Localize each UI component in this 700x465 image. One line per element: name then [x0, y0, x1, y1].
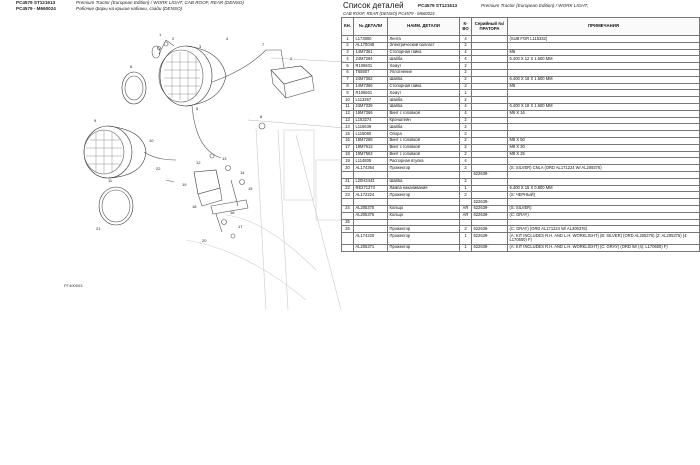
cell-part-number: T65807 [354, 69, 388, 76]
cell-part-number: AL205371 [354, 244, 388, 251]
cell-part-name: Шайба [388, 56, 460, 63]
cell-notes [508, 90, 700, 97]
cell-part-number: 19M7613 [354, 144, 388, 151]
svg-text:22: 22 [156, 166, 161, 171]
cell-part-name: Шайба [388, 76, 460, 83]
cell-quantity: 1 [460, 90, 472, 97]
cell-part-name: Распорная втулка [388, 158, 460, 165]
cell-quantity: 4 [460, 158, 472, 165]
cell-notes [508, 158, 700, 165]
cell-part-name: Стопорная гайка [388, 49, 460, 56]
cell-key: 19 [342, 158, 354, 165]
cell-serial [472, 158, 508, 165]
cell-key: 9 [342, 90, 354, 97]
table-row [342, 76, 700, 83]
cell-quantity: 2 [460, 137, 472, 144]
cell-notes: M6 X 16 [508, 110, 700, 117]
svg-text:14: 14 [240, 170, 245, 175]
cell-notes: (C: GRAY) (ORD AL171224 W/ AL205376) [508, 226, 700, 233]
table-row [342, 151, 700, 158]
cell-key: 7 [342, 76, 354, 83]
cell-serial [472, 131, 508, 138]
cell-quantity: 4 [460, 36, 472, 43]
header-code-1: PC4579 ST121613 [16, 0, 56, 5]
svg-text:6: 6 [130, 64, 133, 69]
cell-part-name: Прожектор [388, 233, 460, 245]
cell-key: 14 [342, 124, 354, 131]
cell-part-name: Прожектор [388, 165, 460, 172]
col-part-name: НАИМ. ДЕТАЛИ [388, 18, 460, 36]
table-row [342, 56, 700, 63]
cell-notes: (C: GRAY) [508, 212, 700, 219]
cell-part-name: Шайба [388, 124, 460, 131]
cell-notes [508, 171, 700, 178]
cell-quantity: 2 [460, 165, 472, 172]
cell-part-number: 19M7366 [354, 110, 388, 117]
cell-key: 6 [342, 69, 354, 76]
cell-notes: (A: KIT INCLUDES R.H. AND L.H. WORKLIGHT) (B: SILVER) (ORD AL205376) (Z: AL205375) (4: L170600) F) [508, 233, 700, 245]
cell-quantity [460, 219, 472, 226]
cell-part-name: Стопорная гайка [388, 83, 460, 90]
cell-serial [472, 124, 508, 131]
cell-quantity: 2 [460, 192, 472, 199]
cell-key: 8 [342, 83, 354, 90]
cell-serial: 622639- [472, 171, 508, 178]
cell-serial [472, 192, 508, 199]
table-row [342, 49, 700, 56]
svg-text:8: 8 [260, 114, 263, 119]
cell-notes: M8 X 50 [508, 137, 700, 144]
cell-serial [472, 137, 508, 144]
svg-text:9: 9 [94, 118, 97, 123]
cell-serial [472, 83, 508, 90]
cell-notes [508, 124, 700, 131]
svg-text:4: 4 [226, 36, 229, 41]
table-row [342, 165, 700, 172]
svg-text:18: 18 [192, 204, 197, 209]
cell-serial [472, 49, 508, 56]
cell-quantity: AR [460, 212, 472, 219]
cell-serial [472, 56, 508, 63]
cell-part-name: Прожектор [388, 244, 460, 251]
cell-serial [472, 97, 508, 104]
cell-part-number [354, 226, 388, 233]
cell-serial [472, 103, 508, 110]
svg-text:1: 1 [159, 32, 162, 37]
cell-part-number: 24M7339 [354, 103, 388, 110]
cell-quantity: 1 [460, 233, 472, 245]
cell-part-number: L20H3443 [354, 178, 388, 185]
cell-quantity: 1 [460, 244, 472, 251]
cell-part-name: Шайба [388, 97, 460, 104]
cell-notes: (SUB FOR L115332) [508, 36, 700, 43]
cell-quantity: 2 [460, 117, 472, 124]
cell-part-name [388, 171, 460, 178]
cell-quantity: 2 [460, 226, 472, 233]
cell-part-number: 19M7268 [354, 137, 388, 144]
table-row [342, 137, 700, 144]
cell-part-name: Опора [388, 131, 460, 138]
cell-notes: 6.400 X 15 X 0.800 ММ [508, 185, 700, 192]
cell-notes: M8 [508, 83, 700, 90]
header-description: Premium Tractor (European Edition) / WORK LIGHT, [481, 3, 589, 8]
cell-key: 11 [342, 103, 354, 110]
cell-part-number: AL205376 [354, 212, 388, 219]
cell-part-name: Уплотнение [388, 69, 460, 76]
cell-notes [508, 63, 700, 70]
cell-key: 3 [342, 49, 354, 56]
cell-part-name: Кронштейн [388, 117, 460, 124]
cell-part-number: R106601 [354, 90, 388, 97]
cell-part-name: Кольцо [388, 205, 460, 212]
table-row [342, 124, 700, 131]
cell-notes [508, 69, 700, 76]
figure-id: PT400003 [64, 283, 83, 288]
cell-part-name: Хомут [388, 90, 460, 97]
cell-quantity: 2 [460, 151, 472, 158]
cell-part-number: L114805 [354, 158, 388, 165]
cell-serial [472, 63, 508, 70]
cell-serial [472, 185, 508, 192]
cell-quantity: 4 [460, 103, 472, 110]
cell-part-name: Прожектор [388, 226, 460, 233]
cell-quantity: 1 [460, 185, 472, 192]
cell-key: 24 [342, 205, 354, 212]
cell-part-name: Хомут [388, 63, 460, 70]
cell-notes: (S: SILVER) [508, 205, 700, 212]
svg-text:13: 13 [222, 156, 227, 161]
header-desc-2: Рабочие фары на крыше кабины, сзади (DENSO) [76, 6, 183, 11]
cell-key: 2 [342, 42, 354, 49]
cell-quantity: 2 [460, 144, 472, 151]
cell-quantity: 4 [460, 49, 472, 56]
cell-serial [472, 219, 508, 226]
cell-quantity: 4 [460, 56, 472, 63]
header-code-2: PC4579 - M660024 [16, 6, 56, 11]
table-row [342, 205, 700, 212]
cell-key: 12 [342, 110, 354, 117]
table-row [342, 212, 700, 219]
cell-quantity [460, 171, 472, 178]
cell-key [342, 199, 354, 206]
col-key: КН. [342, 18, 354, 36]
cell-notes: (A: KIT INCLUDES R.H. AND L.H. WORKLIGHT) (C: GRAY) (ORD W/ (4): L170600) F) [508, 244, 700, 251]
cell-notes: (S: SILVER) CNLA (ORD AL171224 W/ AL209376) [508, 165, 700, 172]
cell-part-number: AL205375 [354, 205, 388, 212]
cell-quantity: 2 [460, 69, 472, 76]
cell-serial [472, 42, 508, 49]
cell-key: 25 [342, 219, 354, 226]
cell-part-number: AL174220 [354, 233, 388, 245]
cell-part-number: L153274 [354, 117, 388, 124]
cell-notes [508, 178, 700, 185]
cell-serial: 622639- [472, 226, 508, 233]
cell-serial: 622639- [472, 212, 508, 219]
table-row [342, 83, 700, 90]
table-row [342, 233, 700, 245]
cell-part-number [354, 199, 388, 206]
cell-serial [472, 117, 508, 124]
svg-text:11: 11 [108, 178, 113, 183]
svg-text:21: 21 [96, 226, 101, 231]
table-row [342, 36, 700, 43]
cell-part-number: 14M7361 [354, 49, 388, 56]
cell-notes [508, 97, 700, 104]
cell-notes: M8 X 25 [508, 151, 700, 158]
svg-text:17: 17 [238, 224, 243, 229]
table-row [342, 131, 700, 138]
table-row [342, 185, 700, 192]
cell-part-number: AL170048 [354, 42, 388, 49]
cell-serial: 622639- [472, 244, 508, 251]
col-quantity: К-ВО [460, 18, 472, 36]
svg-text:12: 12 [196, 160, 201, 165]
svg-text:2: 2 [290, 56, 293, 61]
cell-part-number: L115080 [354, 131, 388, 138]
cell-key: 22 [342, 185, 354, 192]
cell-part-number [354, 171, 388, 178]
table-row [342, 63, 700, 70]
table-row [342, 42, 700, 49]
cell-notes: M8 X 30 [508, 144, 700, 151]
cell-serial [472, 76, 508, 83]
cell-quantity: 2 [460, 63, 472, 70]
cell-quantity: 2 [460, 97, 472, 104]
cell-part-number: L173800 [354, 36, 388, 43]
cell-serial: 622639- [472, 233, 508, 245]
cell-quantity: 4 [460, 110, 472, 117]
cell-key: 17 [342, 144, 354, 151]
cell-part-number [354, 219, 388, 226]
cell-quantity: 2 [460, 42, 472, 49]
cell-key: 23 [342, 192, 354, 199]
svg-text:3: 3 [199, 44, 202, 49]
cell-key: 1 [342, 36, 354, 43]
col-serial: Серийный №/ПРАТОРА [472, 18, 508, 36]
table-row [342, 69, 700, 76]
cell-part-name: Винт с головкой [388, 151, 460, 158]
col-notes: ПРИМЕЧАНИЯ [508, 18, 700, 36]
cell-key [342, 171, 354, 178]
cell-notes: 6.400 X 12 X 1.600 ММ [508, 56, 700, 63]
table-row [342, 178, 700, 185]
cell-serial [472, 90, 508, 97]
svg-text:10: 10 [149, 138, 154, 143]
cell-part-number: AL172224 [354, 192, 388, 199]
cell-part-name: Шайба [388, 178, 460, 185]
cell-key: 26 [342, 226, 354, 233]
svg-text:7: 7 [262, 42, 265, 47]
cell-notes [508, 219, 700, 226]
svg-text:16: 16 [230, 210, 235, 215]
cell-serial: 622639- [472, 199, 508, 206]
table-row [342, 199, 700, 206]
cell-part-number: 24M7294 [354, 56, 388, 63]
cell-key: 13 [342, 117, 354, 124]
cell-part-name: Кольцо [388, 212, 460, 219]
cell-key: 10 [342, 97, 354, 104]
cell-serial [472, 151, 508, 158]
cell-key: 16 [342, 137, 354, 144]
cell-part-number: L113367 [354, 97, 388, 104]
cell-notes: 6.400 X 18 X 1.600 ММ [508, 76, 700, 83]
cell-notes [508, 131, 700, 138]
cell-part-name: Прожектор [388, 192, 460, 199]
table-row [342, 192, 700, 199]
parts-table-body [342, 36, 700, 252]
svg-text:19: 19 [182, 182, 187, 187]
parts-list-page [341, 0, 700, 465]
cell-serial [472, 178, 508, 185]
cell-notes: 6.400 X 18 X 1.600 ММ [508, 103, 700, 110]
header-code: PC4579 ST121613 [418, 3, 458, 8]
cell-serial [472, 110, 508, 117]
cell-serial [472, 69, 508, 76]
cell-part-name: Винт с головкой [388, 137, 460, 144]
cell-part-name: Электрический балласт [388, 42, 460, 49]
cell-part-number: RE271273 [354, 185, 388, 192]
cell-part-name [388, 199, 460, 206]
cell-part-number: 14M7366 [354, 83, 388, 90]
table-row [342, 219, 700, 226]
cell-quantity: AR [460, 205, 472, 212]
cell-serial [472, 165, 508, 172]
cell-part-name: Винт с головкой [388, 144, 460, 151]
svg-text:5: 5 [196, 106, 199, 111]
cell-part-name [388, 219, 460, 226]
cell-key: 15 [342, 131, 354, 138]
cell-part-name: Винт с головкой [388, 110, 460, 117]
table-row [342, 158, 700, 165]
cell-key [342, 244, 354, 251]
page-title: Список деталей [343, 1, 404, 10]
cell-notes [508, 117, 700, 124]
parts-table [341, 17, 700, 252]
cell-key: 18 [342, 151, 354, 158]
table-row [342, 144, 700, 151]
cell-part-number: R106601 [354, 63, 388, 70]
cell-notes [508, 199, 700, 206]
cell-quantity: 2 [460, 83, 472, 90]
header-subtitle: CAB ROOF, REAR (DENSO) PC4579 - M660024 [343, 11, 435, 16]
table-row [342, 110, 700, 117]
cell-serial: 622639- [472, 205, 508, 212]
cell-quantity [460, 199, 472, 206]
cell-part-number: AL174364 [354, 165, 388, 172]
cell-key: 4 [342, 56, 354, 63]
cell-key [342, 233, 354, 245]
cell-quantity: 2 [460, 124, 472, 131]
cell-part-number: L116639 [354, 124, 388, 131]
table-row [342, 90, 700, 97]
cell-serial [472, 144, 508, 151]
table-row [342, 97, 700, 104]
table-row [342, 117, 700, 124]
cell-part-name: Шайба [388, 103, 460, 110]
table-row [342, 244, 700, 251]
cell-part-name: Лента [388, 36, 460, 43]
table-row [342, 226, 700, 233]
svg-text:2: 2 [172, 36, 175, 41]
col-part-number: № ДЕТАЛИ [354, 18, 388, 36]
cell-part-number: 24M7362 [354, 76, 388, 83]
cell-key: 21 [342, 178, 354, 185]
cell-quantity: 2 [460, 178, 472, 185]
cell-quantity: 2 [460, 76, 472, 83]
cell-part-name: Лампа накаливания [388, 185, 460, 192]
table-row [342, 171, 700, 178]
header-desc-1: Premium Tractor (European Edition) / WORK LIGHT, CAB ROOF, REAR (DENSO) [76, 0, 244, 5]
cell-key: 20 [342, 165, 354, 172]
cell-part-number: 19M7563 [354, 151, 388, 158]
cell-key: 5 [342, 63, 354, 70]
cell-serial [472, 36, 508, 43]
table-row [342, 103, 700, 110]
cell-notes: M6 [508, 49, 700, 56]
cell-notes: (S: ЧЕРНЫЙ) [508, 192, 700, 199]
cell-quantity: 2 [460, 131, 472, 138]
svg-text:20: 20 [202, 238, 207, 243]
diagram-page [16, 0, 342, 465]
svg-text:15: 15 [248, 186, 253, 191]
exploded-parts-drawing [16, 10, 346, 310]
table-header-row [342, 18, 700, 36]
cell-notes [508, 42, 700, 49]
cell-key [342, 212, 354, 219]
